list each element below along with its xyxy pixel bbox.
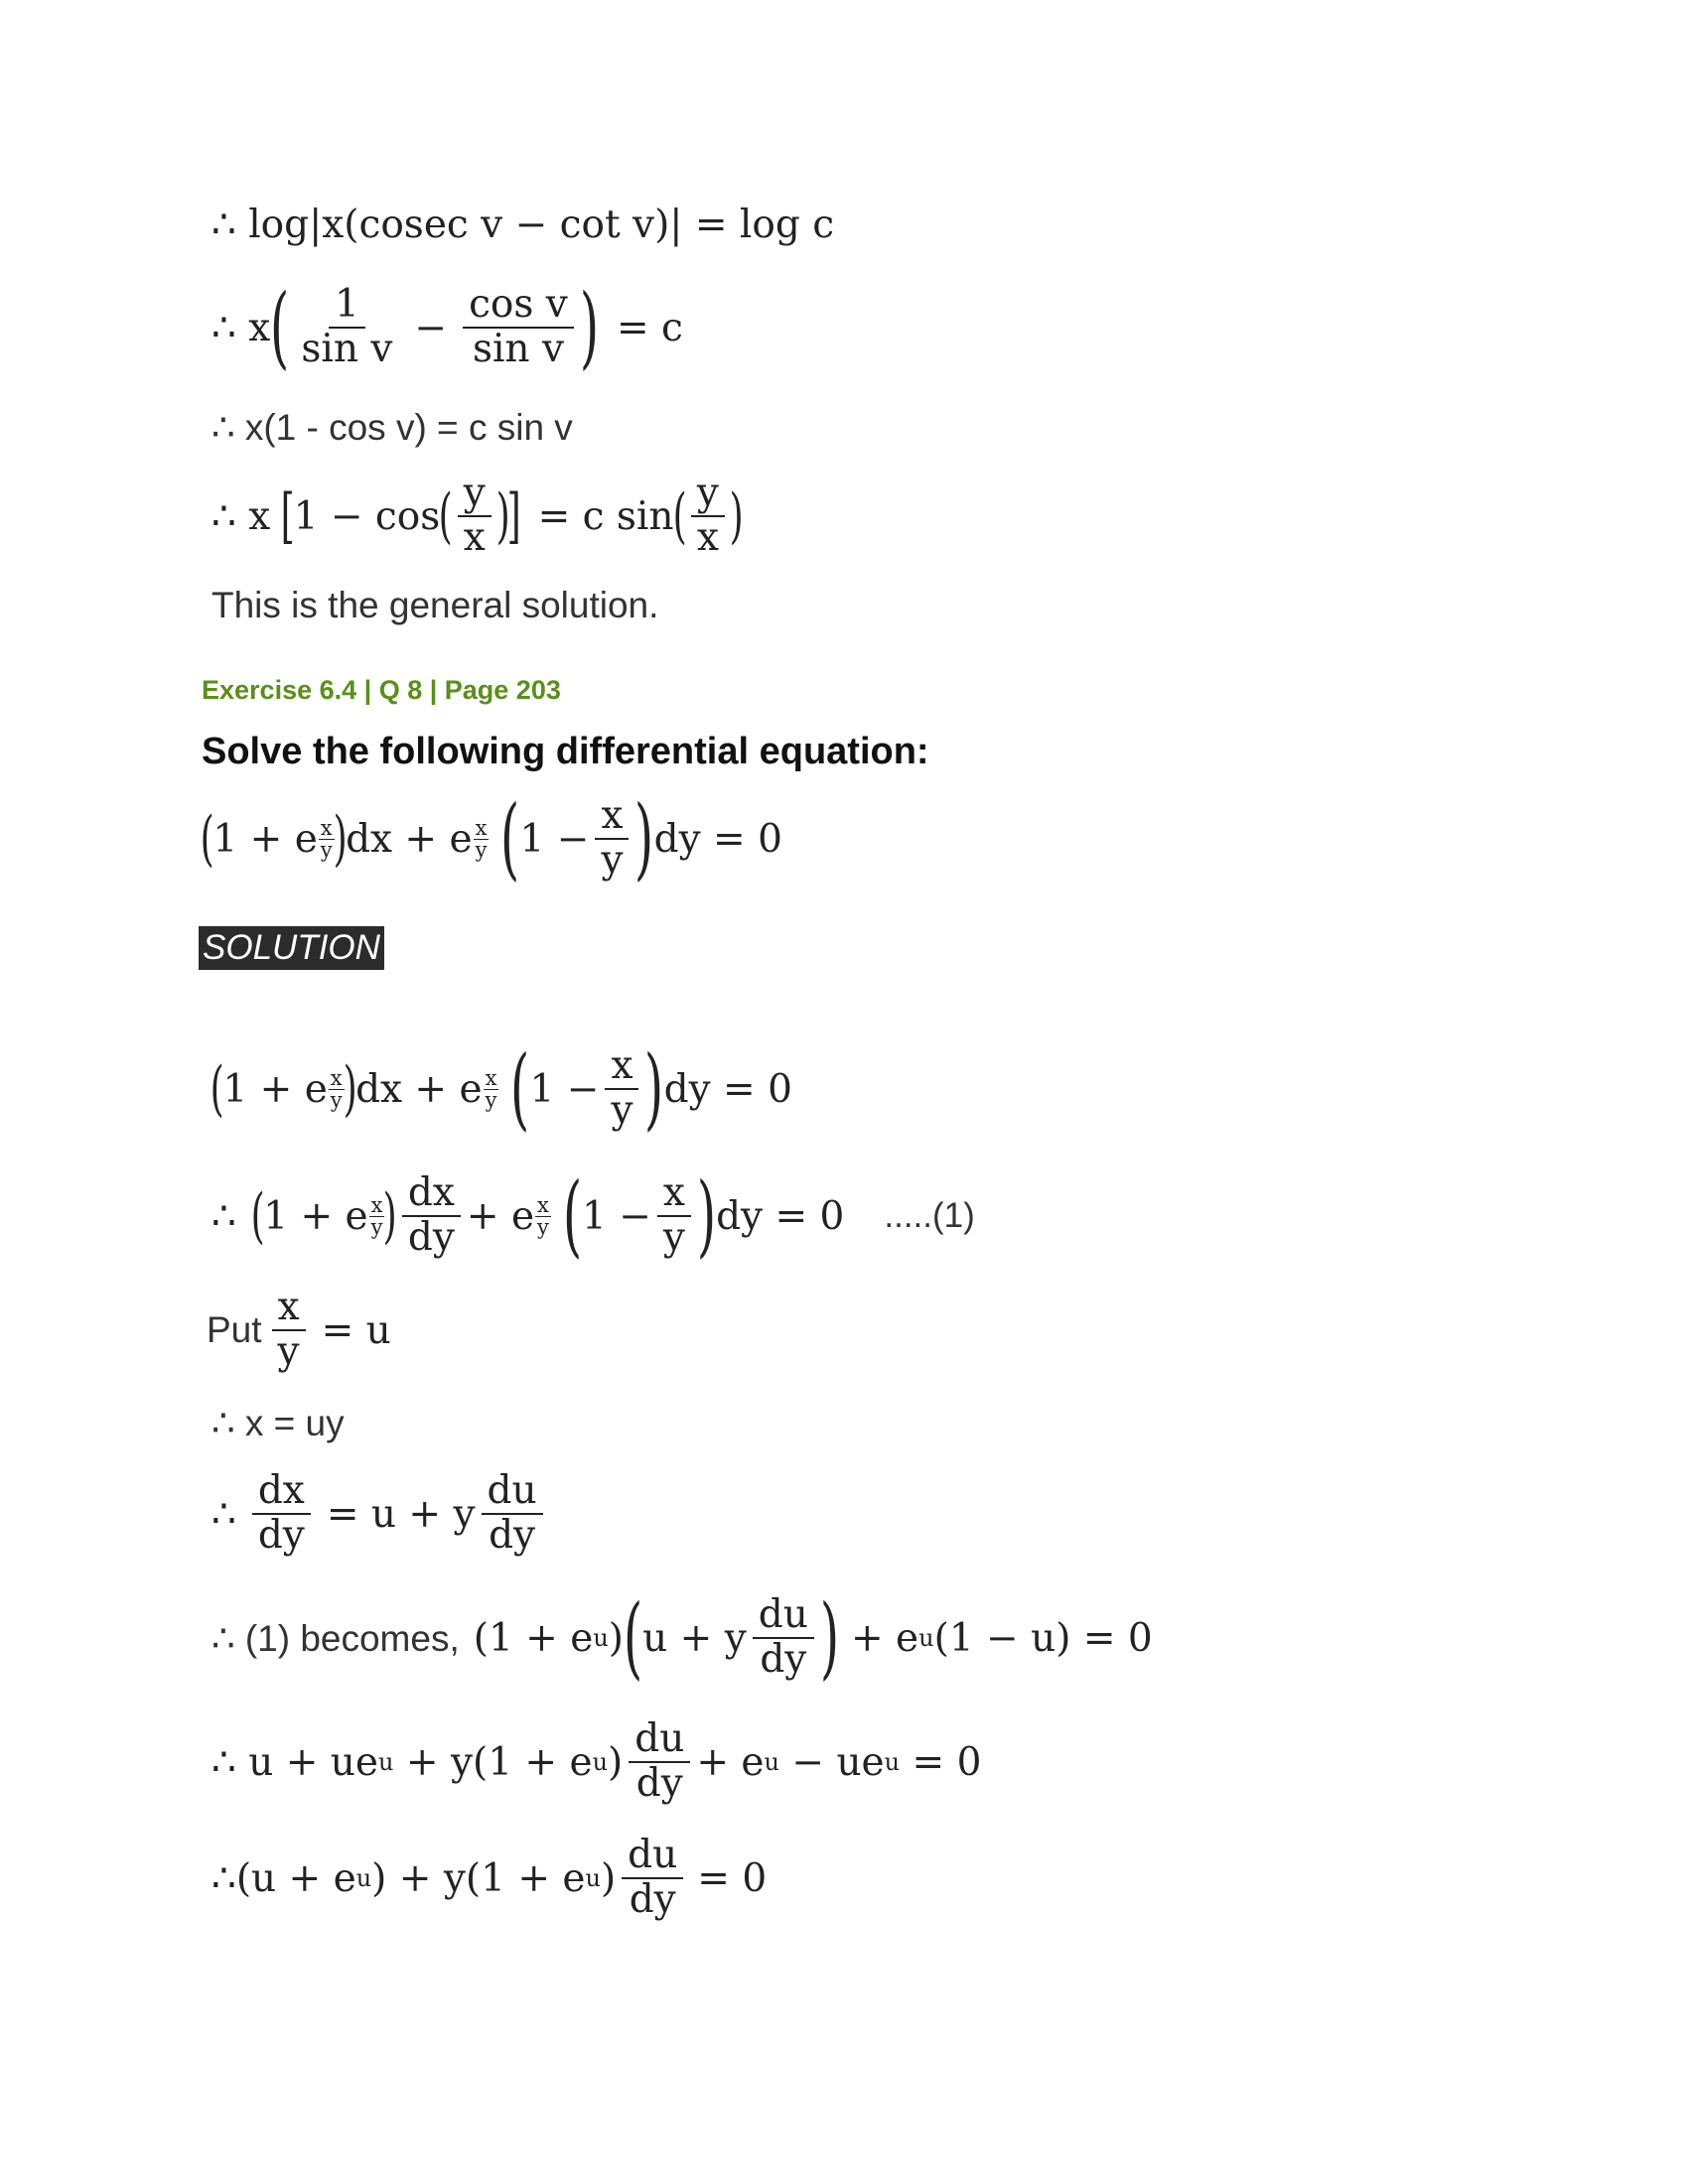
minus-ue: − ue bbox=[778, 1739, 885, 1785]
exponent-u: u bbox=[884, 1748, 901, 1776]
plus-y-one-plus-e: + y(1 + e bbox=[393, 1739, 593, 1785]
solution-step-put bbox=[207, 1276, 391, 1385]
paren-right: ) bbox=[333, 804, 348, 874]
therefore-symbol: ∴ bbox=[211, 1491, 236, 1537]
exponent-x-over-y bbox=[535, 1192, 551, 1239]
solution-step-expand bbox=[211, 1703, 981, 1822]
paren-right: ) bbox=[343, 1054, 357, 1124]
dy-equals-zero: dy = 0 bbox=[663, 1066, 792, 1112]
paren-close: ) bbox=[600, 1855, 617, 1901]
fraction-num: y bbox=[691, 473, 725, 517]
paren-right: ) bbox=[383, 1181, 398, 1251]
exponent-x-over-y bbox=[484, 1065, 499, 1112]
fraction-num: x bbox=[605, 1045, 638, 1090]
one-minus: 1 − bbox=[582, 1193, 651, 1239]
fraction-den: dy bbox=[629, 1877, 676, 1922]
plus-e: + e bbox=[696, 1739, 765, 1785]
exponent-u: u bbox=[593, 1624, 609, 1652]
fraction-num: dx bbox=[402, 1172, 461, 1217]
solution-step-dxdy bbox=[211, 1459, 549, 1569]
paren-left: ( bbox=[250, 1181, 265, 1251]
line-x-one-minus-cos bbox=[211, 402, 573, 452]
exp-den: y bbox=[330, 1087, 343, 1112]
dy-equals-zero: dy = 0 bbox=[716, 1193, 845, 1239]
u-plus-eu-open: ∴(u + e bbox=[211, 1855, 356, 1901]
paren-close: ) bbox=[608, 1615, 625, 1661]
equals-u-plus-y: = u + y bbox=[326, 1491, 476, 1537]
fraction-num: cos v bbox=[463, 284, 574, 329]
fraction-num: 1 bbox=[329, 284, 365, 329]
dy-equals-zero: dy = 0 bbox=[653, 816, 782, 862]
fraction-den: y bbox=[601, 838, 624, 883]
paren-right: ) bbox=[579, 275, 600, 379]
one-plus-eu-open: (1 + e bbox=[473, 1615, 594, 1661]
fraction-num: dx bbox=[252, 1470, 311, 1515]
exponent-u: u bbox=[764, 1748, 779, 1776]
paren-left: ( bbox=[200, 804, 214, 874]
fraction-num: du bbox=[622, 1835, 683, 1879]
exp-den: y bbox=[537, 1214, 549, 1239]
u-plus-ueu: ∴ u + ue bbox=[211, 1739, 378, 1785]
u-plus-y: u + y bbox=[642, 1615, 747, 1661]
solution-step-1 bbox=[211, 1034, 792, 1144]
exponent-u: u bbox=[918, 1624, 934, 1652]
exponent-u: u bbox=[592, 1748, 609, 1776]
fraction-den: dy bbox=[257, 1513, 305, 1558]
paren-left: ( bbox=[623, 1585, 643, 1690]
plus-e: + e bbox=[850, 1615, 919, 1661]
exponent-u: u bbox=[378, 1748, 394, 1776]
equals-c: = c bbox=[616, 305, 683, 350]
paren-left: ( bbox=[562, 1163, 583, 1268]
exp-den: y bbox=[475, 837, 488, 862]
fraction-num: du bbox=[753, 1594, 814, 1639]
exercise-reference-text: Exercise 6.4 | Q 8 | Page 203 bbox=[202, 674, 561, 705]
fraction-cosv-sinv bbox=[463, 284, 574, 371]
paren-left: ( bbox=[438, 481, 454, 551]
fraction-den: y bbox=[611, 1088, 633, 1133]
one-plus-e: 1 + e bbox=[263, 1193, 368, 1239]
paren-right: ) bbox=[644, 1036, 664, 1141]
line-log-text: ∴ log|x(cosec v − cot v)| = log c bbox=[211, 202, 835, 247]
bracket-right: ] bbox=[506, 481, 521, 551]
paren-left: ( bbox=[672, 481, 687, 551]
fraction-1-sinv bbox=[295, 284, 398, 371]
paren-close: ) bbox=[608, 1739, 624, 1785]
exp-num: x bbox=[330, 1065, 343, 1090]
fraction-den: sin v bbox=[472, 327, 564, 371]
dx-plus-e: dx + e bbox=[355, 1066, 483, 1112]
equation-tag-1: .....(1) bbox=[884, 1196, 975, 1235]
equals-zero: = 0 bbox=[900, 1739, 982, 1785]
therefore-x: ∴ x bbox=[211, 493, 271, 539]
exp-den: y bbox=[370, 1214, 383, 1239]
one-plus-e: 1 + e bbox=[212, 816, 318, 862]
fraction-x-y bbox=[605, 1045, 638, 1133]
exp-num: x bbox=[320, 815, 333, 840]
equals-c-sin: = c sin bbox=[537, 493, 674, 539]
fraction-y-x-2 bbox=[691, 473, 725, 560]
one-minus: 1 − bbox=[529, 1066, 600, 1112]
fraction-num: y bbox=[458, 473, 492, 517]
fraction-num: du bbox=[629, 1718, 690, 1763]
fraction-den: dy bbox=[760, 1637, 807, 1682]
becomes-label: ∴ (1) becomes, bbox=[211, 1617, 460, 1659]
solution-label bbox=[199, 925, 384, 971]
fraction-den: sin v bbox=[301, 327, 393, 371]
fraction-du-dy bbox=[622, 1835, 683, 1922]
fraction-dx-dy bbox=[252, 1470, 311, 1558]
fraction-den: dy bbox=[635, 1761, 683, 1806]
fraction-num: x bbox=[657, 1172, 691, 1217]
solution-step-becomes bbox=[211, 1578, 1153, 1698]
solution-step-separable bbox=[211, 1819, 767, 1938]
line-x-fraction bbox=[211, 268, 683, 387]
line-text: ∴ x(1 - cos v) = c sin v bbox=[211, 406, 573, 448]
paren-left: ( bbox=[270, 275, 290, 379]
fraction-num: x bbox=[595, 795, 629, 840]
line-text: ∴ x = uy bbox=[211, 1402, 345, 1443]
bracket-left: [ bbox=[280, 481, 295, 551]
plus-y-one-plus-e: ) + y(1 + e bbox=[371, 1855, 586, 1901]
fraction-du-dy bbox=[629, 1718, 690, 1806]
plus-e: + e bbox=[466, 1193, 535, 1239]
paren-right: ) bbox=[819, 1585, 840, 1690]
one-plus-e: 1 + e bbox=[222, 1066, 328, 1112]
exp-den: y bbox=[320, 837, 333, 862]
therefore-x: ∴ x bbox=[211, 305, 271, 350]
fraction-x-y bbox=[272, 1287, 306, 1374]
exp-num: x bbox=[370, 1192, 383, 1217]
fraction-den: x bbox=[463, 515, 486, 560]
paren-right: ) bbox=[729, 481, 744, 551]
exponent-u: u bbox=[585, 1864, 601, 1892]
question-heading bbox=[202, 725, 929, 779]
fraction-num: du bbox=[482, 1470, 543, 1515]
fraction-y-x bbox=[458, 473, 492, 560]
paren-left: ( bbox=[500, 786, 520, 890]
general-solution-text bbox=[211, 581, 658, 630]
fraction-x-y bbox=[595, 795, 629, 883]
put-label: Put bbox=[207, 1309, 262, 1350]
question-equation bbox=[202, 784, 782, 893]
exp-num: x bbox=[475, 815, 488, 840]
solution-label-text: SOLUTION bbox=[199, 926, 384, 970]
paren-left: ( bbox=[210, 1054, 224, 1124]
therefore-symbol: ∴ bbox=[211, 1193, 236, 1239]
fraction-x-y bbox=[657, 1172, 691, 1260]
line-text: This is the general solution. bbox=[211, 585, 659, 625]
fraction-den: y bbox=[662, 1215, 685, 1260]
minus-sign: − bbox=[414, 305, 448, 350]
fraction-den: dy bbox=[407, 1215, 455, 1260]
exponent-x-over-y bbox=[474, 815, 490, 862]
paren-right: ) bbox=[495, 481, 510, 551]
fraction-den: y bbox=[277, 1329, 300, 1374]
fraction-den: dy bbox=[489, 1513, 536, 1558]
exponent-x-over-y bbox=[329, 1065, 345, 1112]
exponent-x-over-y bbox=[319, 815, 335, 862]
fraction-den: x bbox=[696, 515, 719, 560]
paren-left: ( bbox=[510, 1036, 530, 1141]
solution-step-2 bbox=[211, 1157, 975, 1276]
one-minus-cos: 1 − cos bbox=[293, 493, 441, 539]
fraction-dx-dy bbox=[402, 1172, 461, 1260]
paren-right: ) bbox=[634, 786, 654, 890]
exponent-u: u bbox=[355, 1864, 372, 1892]
one-minus: 1 − bbox=[519, 816, 590, 862]
fraction-du-dy bbox=[482, 1470, 543, 1558]
fraction-num: x bbox=[272, 1287, 306, 1331]
equals-u: = u bbox=[321, 1307, 391, 1353]
exp-num: x bbox=[485, 1065, 497, 1090]
fraction-du-dy bbox=[753, 1594, 814, 1682]
dx-plus-e: dx + e bbox=[346, 816, 473, 862]
exercise-reference bbox=[202, 670, 561, 710]
question-text: Solve the following differential equation: bbox=[202, 731, 929, 772]
exp-num: x bbox=[537, 1192, 549, 1217]
one-minus-u-equals-zero: (1 − u) = 0 bbox=[933, 1615, 1153, 1661]
paren-right: ) bbox=[696, 1163, 717, 1268]
line-x-bracket-cos bbox=[211, 467, 742, 566]
equals-zero: = 0 bbox=[697, 1855, 768, 1901]
line-log-equation bbox=[211, 195, 834, 254]
solution-step-x-uy bbox=[211, 1398, 345, 1447]
exp-den: y bbox=[485, 1087, 497, 1112]
